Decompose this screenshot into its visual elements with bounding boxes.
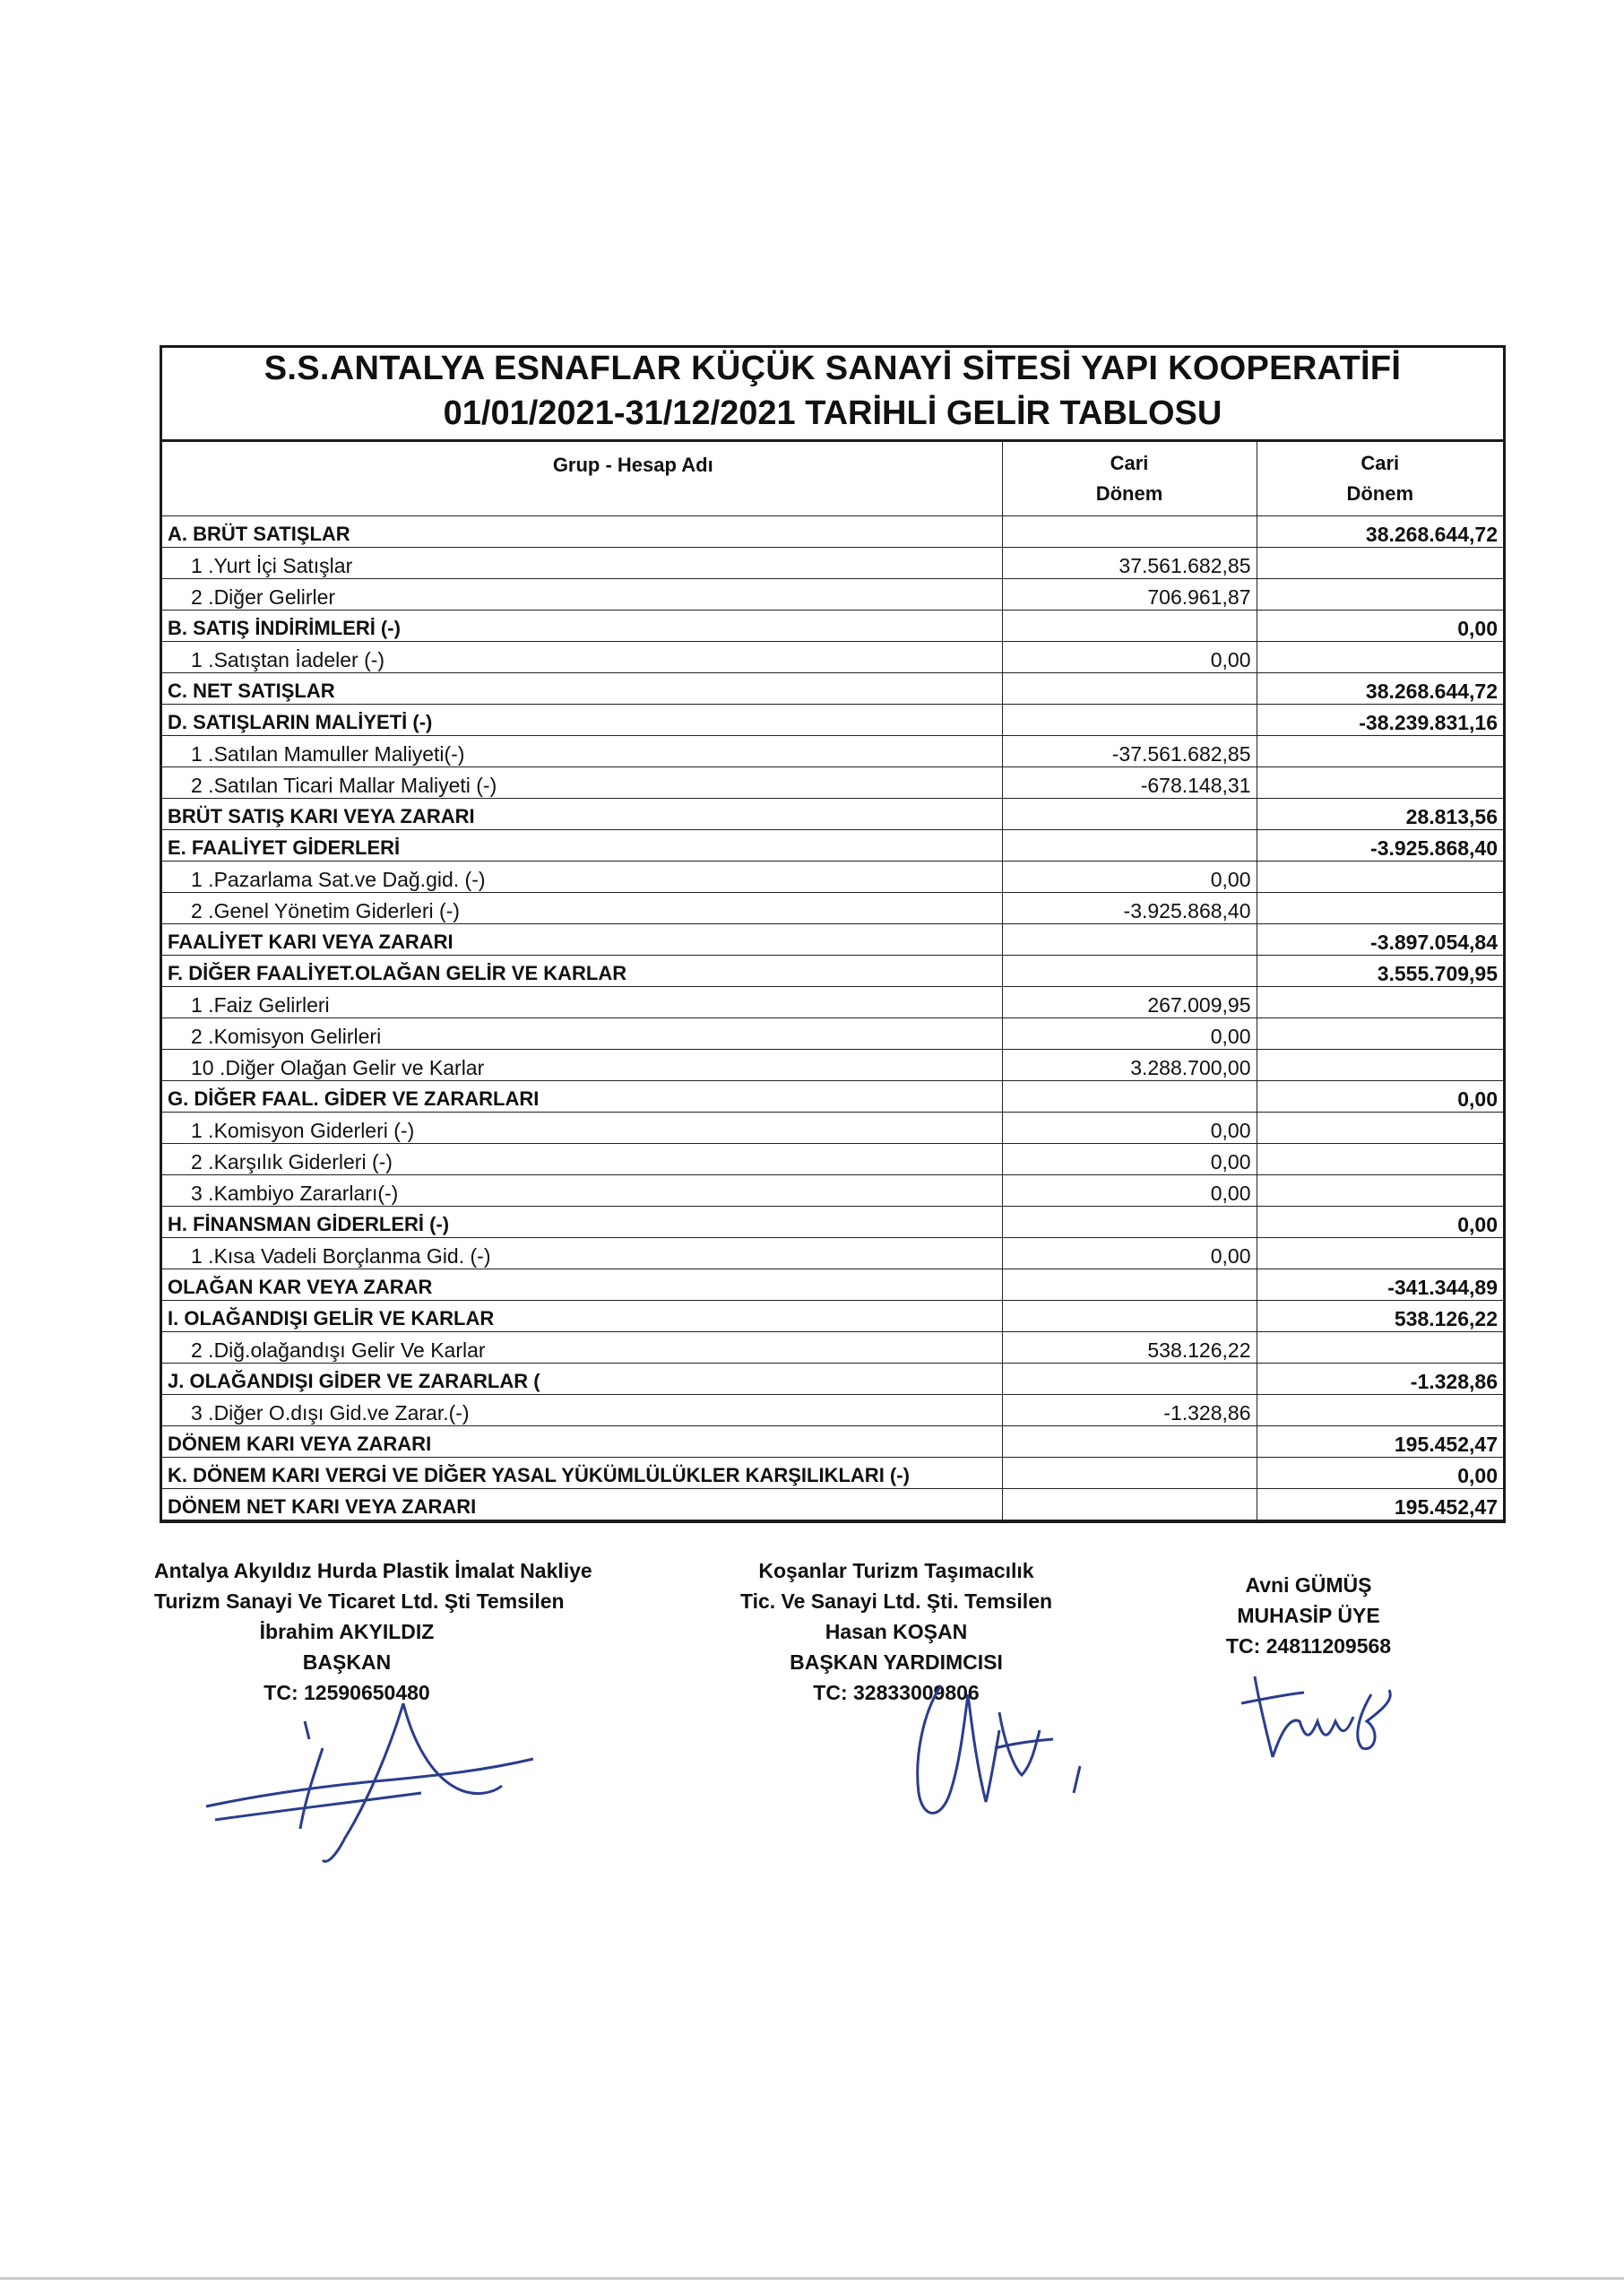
- total-amount: [1257, 767, 1503, 799]
- detail-amount: [1002, 1364, 1257, 1395]
- account-group-label: D. SATIŞLARIN MALİYETİ (-): [162, 705, 1002, 736]
- document-subtitle: 01/01/2021-31/12/2021 TARİHLİ GELİR TABLOSU: [443, 394, 1222, 432]
- table-row: [162, 767, 1503, 799]
- total-amount: [1257, 1144, 1503, 1175]
- table-row: [162, 924, 1503, 956]
- income-table: [162, 442, 1503, 1520]
- detail-amount: [1002, 611, 1257, 642]
- detail-amount: [1002, 1458, 1257, 1489]
- total-amount: [1257, 642, 1503, 673]
- table-row: [162, 1364, 1503, 1395]
- detail-amount: [1002, 516, 1257, 548]
- account-subitem-label: 1 .Faiz Gelirleri: [162, 987, 1002, 1018]
- table-row: [162, 1113, 1503, 1144]
- total-amount: [1257, 987, 1503, 1018]
- detail-amount: 538.126,22: [1002, 1332, 1257, 1364]
- table-row: [162, 1458, 1503, 1489]
- detail-amount: [1002, 956, 1257, 987]
- table-row: [162, 1175, 1503, 1207]
- table-row: [162, 1269, 1503, 1301]
- table-row: [162, 830, 1503, 862]
- total-amount: -341.344,89: [1257, 1269, 1503, 1301]
- account-column-header: Grup - Hesap Adı: [162, 442, 1002, 516]
- document-title: S.S.ANTALYA ESNAFLAR KÜÇÜK SANAYİ SİTESİ YAPI KOOPERATİFİ: [263, 350, 1402, 387]
- company-name: Koşanlar Turizm Taşımacılık: [758, 1559, 1034, 1582]
- account-group-label: F. DİĞER FAALİYET.OLAĞAN GELİR VE KARLAR: [162, 956, 1002, 987]
- table-header-row: [162, 442, 1503, 516]
- detail-amount: [1002, 830, 1257, 862]
- account-subitem-label: 2 .Genel Yönetim Giderleri (-): [162, 893, 1002, 924]
- company-name-cont: Tic. Ve Sanayi Ltd. Şti. Temsilen: [739, 1589, 1053, 1613]
- total-amount: [1257, 1113, 1503, 1144]
- detail-amount: [1002, 924, 1257, 956]
- signatory-tc: TC: 12590650480: [263, 1681, 430, 1704]
- detail-amount: [1002, 1081, 1257, 1113]
- table-row: [162, 1332, 1503, 1364]
- account-subitem-label: 1 .Pazarlama Sat.ve Dağ.gid. (-): [162, 862, 1002, 893]
- detail-amount: -3.925.868,40: [1002, 893, 1257, 924]
- account-subitem-label: 1 .Yurt İçi Satışlar: [162, 548, 1002, 579]
- detail-amount: 267.009,95: [1002, 987, 1257, 1018]
- total-amount: [1257, 1018, 1503, 1050]
- total-amount: 0,00: [1257, 611, 1503, 642]
- table-row: [162, 1238, 1503, 1269]
- income-statement-sheet: [160, 345, 1506, 1523]
- signatory-tc: TC: 32833009806: [813, 1681, 980, 1704]
- total-amount: [1257, 893, 1503, 924]
- total-amount: 38.268.644,72: [1257, 516, 1503, 548]
- detail-amount: -1.328,86: [1002, 1395, 1257, 1426]
- page-bottom-edge: [0, 2277, 1624, 2280]
- detail-amount: 37.561.682,85: [1002, 548, 1257, 579]
- account-group-label: DÖNEM NET KARI VEYA ZARARI: [162, 1489, 1002, 1520]
- account-group-label: K. DÖNEM KARI VERGİ VE DİĞER YASAL YÜKÜMLÜLÜKLER KARŞILIKLARI (-): [162, 1458, 1002, 1489]
- detail-amount: [1002, 705, 1257, 736]
- table-row: [162, 1144, 1503, 1175]
- signature-vice-chairman: [887, 1676, 1120, 1829]
- table-row: [162, 611, 1503, 642]
- detail-amount: [1002, 673, 1257, 705]
- total-amount: 538.126,22: [1257, 1301, 1503, 1332]
- table-row: [162, 956, 1503, 987]
- table-row: [162, 673, 1503, 705]
- signatory-role: MUHASİP ÜYE: [1237, 1604, 1380, 1627]
- detail-amount: [1002, 1426, 1257, 1458]
- signatory-role: BAŞKAN: [302, 1650, 392, 1674]
- total-amount: 195.452,47: [1257, 1426, 1503, 1458]
- signature-chairman: [188, 1685, 547, 1874]
- account-group-label: E. FAALİYET GİDERLERİ: [162, 830, 1002, 862]
- account-group-label: I. OLAĞANDIŞI GELİR VE KARLAR: [162, 1301, 1002, 1332]
- total-amount: [1257, 548, 1503, 579]
- detail-amount: [1002, 1301, 1257, 1332]
- account-group-label: FAALİYET KARI VEYA ZARARI: [162, 924, 1002, 956]
- detail-amount: [1002, 799, 1257, 830]
- table-row: [162, 642, 1503, 673]
- table-row: [162, 862, 1503, 893]
- total-amount: 38.268.644,72: [1257, 673, 1503, 705]
- signatory-role: BAŞKAN YARDIMCISI: [790, 1650, 1003, 1674]
- detail-amount: 0,00: [1002, 642, 1257, 673]
- account-group-label: B. SATIŞ İNDİRİMLERİ (-): [162, 611, 1002, 642]
- detail-amount: -678.148,31: [1002, 767, 1257, 799]
- current-period-header-1: Cari Dönem: [1002, 442, 1257, 516]
- signatory-name: Avni GÜMÜŞ: [1245, 1573, 1372, 1597]
- signatory-tc: TC: 24811209568: [1225, 1634, 1392, 1658]
- account-group-label: BRÜT SATIŞ KARI VEYA ZARARI: [162, 799, 1002, 830]
- detail-amount: 0,00: [1002, 1175, 1257, 1207]
- table-row: [162, 1050, 1503, 1081]
- account-group-label: G. DİĞER FAAL. GİDER VE ZARARLARI: [162, 1081, 1002, 1113]
- account-group-label: OLAĞAN KAR VEYA ZARAR: [162, 1269, 1002, 1301]
- table-row: [162, 1018, 1503, 1050]
- total-amount: [1257, 736, 1503, 767]
- account-subitem-label: 1 .Satılan Mamuller Maliyeti(-): [162, 736, 1002, 767]
- total-amount: [1257, 1395, 1503, 1426]
- table-row: [162, 1081, 1503, 1113]
- detail-amount: [1002, 1207, 1257, 1238]
- title-block: [162, 348, 1503, 442]
- table-row: [162, 987, 1503, 1018]
- signature-accountant: [1219, 1667, 1407, 1775]
- account-subitem-label: 2 .Satılan Ticari Mallar Maliyeti (-): [162, 767, 1002, 799]
- total-amount: [1257, 1175, 1503, 1207]
- account-subitem-label: 2 .Komisyon Gelirleri: [162, 1018, 1002, 1050]
- account-subitem-label: 3 .Kambiyo Zararları(-): [162, 1175, 1002, 1207]
- account-group-label: J. OLAĞANDIŞI GİDER VE ZARARLAR (: [162, 1364, 1002, 1395]
- total-amount: [1257, 1050, 1503, 1081]
- signatory-name: İbrahim AKYILDIZ: [259, 1620, 435, 1643]
- detail-amount: 0,00: [1002, 1018, 1257, 1050]
- detail-amount: -37.561.682,85: [1002, 736, 1257, 767]
- total-amount: 0,00: [1257, 1081, 1503, 1113]
- table-row: [162, 579, 1503, 611]
- table-row: [162, 516, 1503, 548]
- account-subitem-label: 1 .Komisyon Giderleri (-): [162, 1113, 1002, 1144]
- detail-amount: 706.961,87: [1002, 579, 1257, 611]
- total-amount: 195.452,47: [1257, 1489, 1503, 1520]
- company-name: Antalya Akyıldız Hurda Plastik İmalat Nakliye: [154, 1559, 592, 1582]
- table-row: [162, 799, 1503, 830]
- total-amount: 3.555.709,95: [1257, 956, 1503, 987]
- account-subitem-label: 2 .Diğ.olağandışı Gelir Ve Karlar: [162, 1332, 1002, 1364]
- table-row: [162, 1395, 1503, 1426]
- table-row: [162, 548, 1503, 579]
- table-row: [162, 1301, 1503, 1332]
- table-row: [162, 736, 1503, 767]
- signatory-accountant: [1165, 1570, 1452, 1661]
- total-amount: -38.239.831,16: [1257, 705, 1503, 736]
- company-name-cont: Turizm Sanayi Ve Ticaret Ltd. Şti Temsilen: [154, 1589, 565, 1613]
- table-row: [162, 1207, 1503, 1238]
- total-amount: [1257, 862, 1503, 893]
- total-amount: 0,00: [1257, 1458, 1503, 1489]
- account-subitem-label: 10 .Diğer Olağan Gelir ve Karlar: [162, 1050, 1002, 1081]
- detail-amount: [1002, 1269, 1257, 1301]
- table-row: [162, 893, 1503, 924]
- account-subitem-label: 1 .Satıştan İadeler (-): [162, 642, 1002, 673]
- detail-amount: 0,00: [1002, 1238, 1257, 1269]
- account-group-label: H. FİNANSMAN GİDERLERİ (-): [162, 1207, 1002, 1238]
- total-amount: -3.897.054,84: [1257, 924, 1503, 956]
- account-subitem-label: 2 .Karşılık Giderleri (-): [162, 1144, 1002, 1175]
- detail-amount: 0,00: [1002, 1144, 1257, 1175]
- total-amount: [1257, 579, 1503, 611]
- signatory-name: Hasan KOŞAN: [825, 1620, 968, 1643]
- account-group-label: A. BRÜT SATIŞLAR: [162, 516, 1002, 548]
- total-amount: [1257, 1238, 1503, 1269]
- current-period-header-2: Cari Dönem: [1257, 442, 1503, 516]
- account-subitem-label: 3 .Diğer O.dışı Gid.ve Zarar.(-): [162, 1395, 1002, 1426]
- detail-amount: 0,00: [1002, 1113, 1257, 1144]
- account-subitem-label: 1 .Kısa Vadeli Borçlanma Gid. (-): [162, 1238, 1002, 1269]
- detail-amount: [1002, 1489, 1257, 1520]
- table-row: [162, 1426, 1503, 1458]
- detail-amount: 3.288.700,00: [1002, 1050, 1257, 1081]
- total-amount: 0,00: [1257, 1207, 1503, 1238]
- account-group-label: DÖNEM KARI VEYA ZARARI: [162, 1426, 1002, 1458]
- account-group-label: C. NET SATIŞLAR: [162, 673, 1002, 705]
- total-amount: -1.328,86: [1257, 1364, 1503, 1395]
- table-row: [162, 705, 1503, 736]
- total-amount: [1257, 1332, 1503, 1364]
- detail-amount: 0,00: [1002, 862, 1257, 893]
- table-row: [162, 1489, 1503, 1520]
- total-amount: -3.925.868,40: [1257, 830, 1503, 862]
- total-amount: 28.813,56: [1257, 799, 1503, 830]
- account-subitem-label: 2 .Diğer Gelirler: [162, 579, 1002, 611]
